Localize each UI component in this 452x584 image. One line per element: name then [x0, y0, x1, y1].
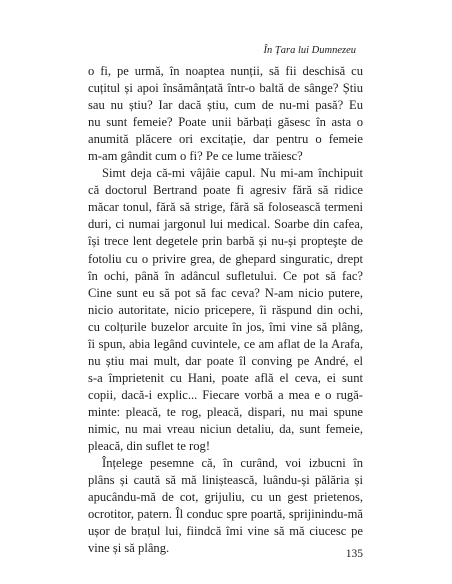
text-line: pleacă, din suflet te rog!	[88, 439, 211, 454]
text-line: fotoliu cu o privire grea, de ghepard singuratic, drept	[88, 251, 363, 266]
text-line: Simt deja că-mi vâjâie capul. Nu mi-am închipuit	[102, 166, 363, 181]
text-line: sau nu știu? Iar dacă știu, cum de nu-mi pasă? Eu	[88, 98, 363, 113]
text-line: Cine sunt eu să pot să fac ceva? N-am nicio putere,	[88, 285, 363, 300]
text-line: apucându-mă de cot, grijuliu, cu un gest prietenos,	[88, 490, 363, 505]
page-number: 135	[345, 548, 363, 560]
text-line: își trece lent degetele prin barbă și nu-și propteşte de	[88, 234, 363, 249]
text-line: copii, dacă-i explic... Fiecare vorbă a mea e o rugă-	[88, 387, 363, 402]
text-line: nu sunt femeie? Poate unii bărbați găsesc în asta o	[88, 115, 363, 130]
text-line: m-am gândit cum o fi? Pe ce lume trăiesc?	[88, 149, 303, 164]
text-line: s-a împrietenit cu Hani, poate află el ceva, ei sunt	[88, 370, 363, 385]
body-text	[88, 63, 363, 557]
text-line: cuțitul și apoi însămânțată într-o baltă de sânge? Știu	[88, 81, 363, 96]
text-line: anumită plăcere ori excitație, dar pentru o femeie	[88, 132, 363, 147]
text-line: cu colțurile buzelor arcuite în jos, îmi vine să plâng,	[88, 319, 363, 334]
text-line: măcar tonul, fără să strige, fără să folosească termeni	[88, 200, 363, 215]
text-line: nu știu mai mult, dar poate îl conving pe André, el	[88, 353, 363, 368]
text-line: ușor de brațul lui, fiindcă îmi vine să mă ciucesc pe	[88, 524, 363, 539]
text-line: o fi, pe urmă, în noaptea nunții, să fii deschisă cu	[88, 64, 363, 78]
text-line: ocrotitor, patern. Îl conduc spre poartă, sprijinindu-mă	[88, 507, 363, 522]
text-line: duri, ci numai jargonul lui medical. Soarbe din cafea,	[88, 217, 363, 232]
text-line: vine și să plâng.	[88, 541, 170, 556]
text-line: în ochi, până în adâncul sufletului. Ce pot să fac?	[88, 268, 363, 283]
text-line: nimic, nu mai vreau niciun detaliu, da, sunt femeie,	[88, 421, 363, 436]
text-line: minte: pleacă, te rog, pleacă, dispari, nu mai spune	[88, 404, 363, 419]
text-line: că doctorul Bertrand poate fi agresiv fără să ridice	[88, 183, 363, 198]
running-header: În Țara lui Dumnezeu	[263, 45, 356, 56]
text-line: îi spun, abia legând cuvintele, ce am aflat de la Arafa,	[88, 336, 363, 351]
text-line: Înțelege pesemne că, în curând, voi izbucni în	[102, 456, 363, 471]
text-line: plâns și caută să mă liniștească, luându-și pălăria și	[88, 473, 363, 488]
text-line: nicio autoritate, nicio pricepere, îi răspund din ochi,	[88, 302, 363, 317]
